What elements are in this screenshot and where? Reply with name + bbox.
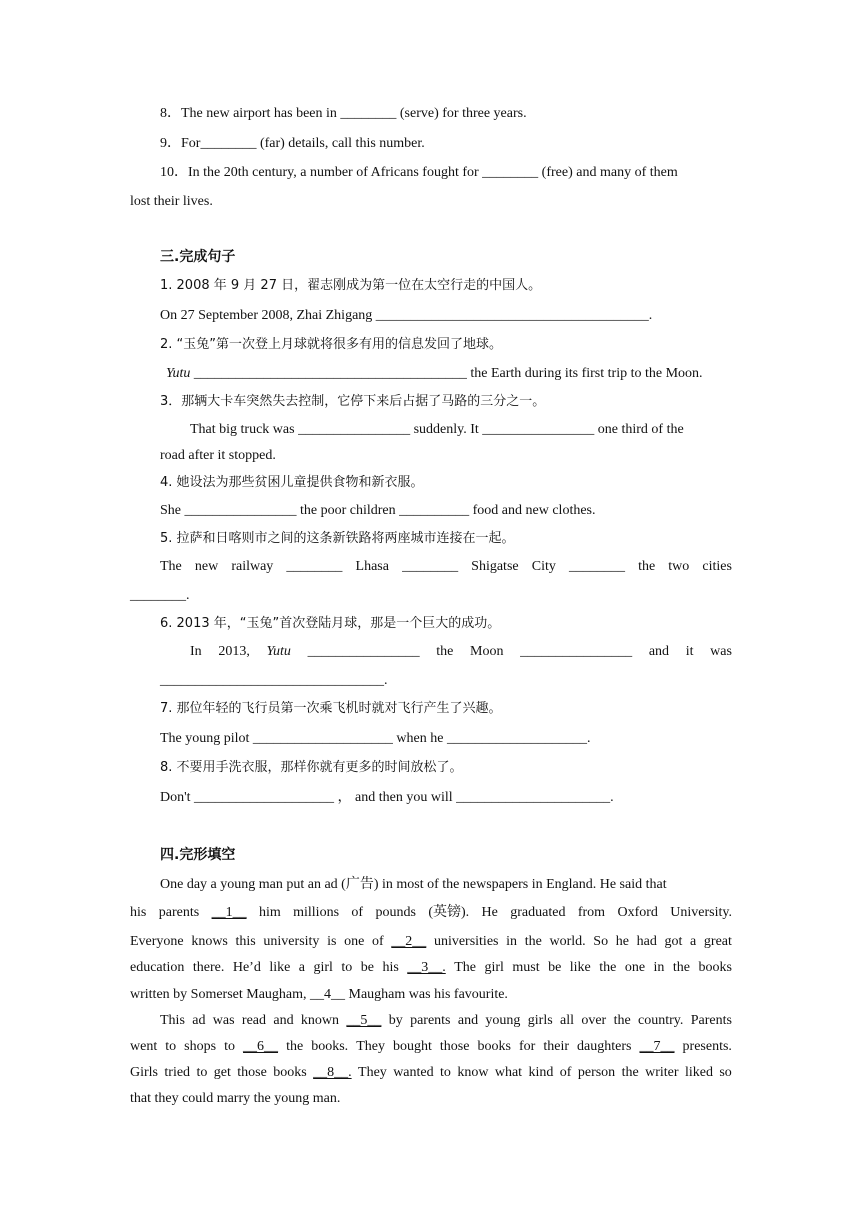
word: in (506, 934, 518, 949)
blank: ________ (568, 559, 625, 574)
sentence-2-chinese: 2. “玉兔”第一次登上月球就将很多有用的信息发回了地球。 (160, 337, 503, 352)
sentence-4-english: She ________________ the poor children __________ food and new clothes. (160, 503, 596, 518)
cloze-p1-line1: One day a young man put an ad (广告) in most of the newspapers in England. He said that (160, 877, 667, 892)
question-9: 9．For________ (far) details, call this number. (160, 136, 425, 151)
word: liked (684, 1065, 713, 1080)
word: The (454, 960, 476, 975)
word: and (457, 1013, 479, 1028)
word: country. (638, 1013, 684, 1028)
word: pounds (375, 905, 416, 920)
sentence-2-english-text: _______________________________________ the Earth during its first trip to the Moon. (190, 366, 703, 381)
word: Oxford (617, 905, 658, 920)
sentence-7-chinese: 7. 那位年轻的飞行员第一次乘飞机时就对飞行产生了兴趣。 (160, 701, 502, 716)
cloze-blank-5: __5__ (346, 1013, 382, 1028)
word: education (130, 960, 185, 975)
word: be (360, 960, 374, 975)
word: the (672, 960, 690, 975)
word: got (664, 934, 683, 949)
word: like (269, 960, 291, 975)
word: known (300, 1013, 340, 1028)
question-10-line1: 10．In the 20th century, a number of Africans fought for ________ (free) and many of them (160, 165, 678, 180)
word: to (196, 1065, 208, 1080)
word: there. (192, 960, 225, 975)
sentence-1-english: On 27 September 2008, Zhai Zhigang _______________________________________. (160, 308, 653, 323)
word: went (130, 1039, 158, 1054)
word: daughters (577, 1039, 632, 1054)
word: is (327, 934, 337, 949)
question-8: 8．The new airport has been in ________ (serve) for three years. (160, 106, 527, 121)
word: So (593, 934, 609, 949)
cloze-blank-1: __1__ (211, 905, 247, 920)
word: railway (231, 559, 274, 574)
word: Lhasa (355, 559, 389, 574)
word: In (190, 644, 202, 659)
blank: ________ (286, 559, 343, 574)
cloze-blank-2: __2__ (391, 934, 427, 949)
word: He (481, 905, 498, 920)
word: He’d (232, 960, 261, 975)
sentence-5-chinese: 5. 拉萨和日喀则市之间的这条新铁路将两座城市连接在一起。 (160, 531, 515, 546)
word: a (298, 960, 305, 975)
word: great (703, 934, 732, 949)
word: like (569, 960, 591, 975)
cloze-blank-6: __6__ (243, 1039, 279, 1054)
blank: ________ (402, 559, 459, 574)
word: and (273, 1013, 294, 1028)
word: the (524, 934, 542, 949)
word: the (599, 960, 617, 975)
word: girl (484, 960, 504, 975)
sentence-6-english-line1 (190, 643, 732, 661)
word: new (194, 559, 219, 574)
cloze-blank-3: __3__. (407, 960, 446, 975)
word: two (668, 559, 690, 574)
word: writer (645, 1065, 679, 1080)
cloze-p1-line4 (130, 959, 732, 977)
sentence-3-english-line1: That big truck was ________________ suddenly. It ________________ one third of the (190, 422, 684, 437)
word: person (577, 1065, 616, 1080)
sentence-2-english (166, 365, 703, 383)
word: was (710, 644, 732, 659)
word: what (494, 1065, 523, 1080)
sentence-5-english-line1 (160, 558, 732, 576)
word: him (258, 905, 281, 920)
word: of (371, 934, 384, 949)
cloze-p2-line1 (160, 1012, 732, 1030)
sentence-6-english-line2: ________________________________. (160, 673, 388, 688)
word: know (457, 1065, 489, 1080)
word: one (344, 934, 365, 949)
word: young (485, 1013, 521, 1028)
sentence-8-chinese: 8. 不要用手洗衣服，那样你就有更多的时间放松了。 (160, 760, 463, 775)
question-10-line2: lost their lives. (130, 194, 213, 209)
word: (英镑). (428, 905, 470, 920)
word: to (341, 960, 353, 975)
sentence-3-english-line2: road after it stopped. (160, 448, 276, 463)
word: 2013, (218, 644, 250, 659)
word: Girls (130, 1065, 158, 1080)
blank: ________________ (307, 644, 420, 659)
word: cities (702, 559, 732, 574)
word: of (559, 1065, 572, 1080)
word: the (286, 1039, 304, 1054)
word: tried (164, 1065, 191, 1080)
word: The (160, 559, 182, 574)
word: must (512, 960, 540, 975)
word: ad (192, 1013, 206, 1028)
word: it (685, 644, 694, 659)
word: the (613, 1013, 631, 1028)
word: books (477, 1039, 511, 1054)
word: to (165, 1039, 177, 1054)
word: those (439, 1039, 470, 1054)
word: this (235, 934, 256, 949)
cloze-p2-line3 (130, 1064, 732, 1082)
cloze-p1-line2 (130, 904, 732, 922)
sentence-5-english-line2: ________. (130, 588, 190, 603)
word: by (388, 1013, 403, 1028)
word: girls (527, 1013, 553, 1028)
word: millions (293, 905, 340, 920)
cloze-p2-line4: that they could marry the young man. (130, 1091, 341, 1106)
sentence-1-chinese: 1. 2008 年 9 月 27 日，翟志刚成为第一位在太空行走的中国人。 (160, 278, 542, 293)
sentence-7-english: The young pilot ____________________ when he ____________________. (160, 731, 591, 746)
word: books. (311, 1039, 349, 1054)
word: one (624, 960, 646, 975)
word: They (358, 1065, 387, 1080)
word: all (560, 1013, 574, 1028)
word: wanted (393, 1065, 434, 1080)
word: and (648, 644, 670, 659)
word: books (273, 1065, 307, 1080)
word: university (263, 934, 320, 949)
word: Moon (470, 644, 504, 659)
word: Everyone (130, 934, 184, 949)
sentence-3-chinese: 3．那辆大卡车突然失去控制，它停下来后占据了马路的三分之一。 (160, 394, 546, 409)
word: be (548, 960, 562, 975)
word: to (224, 1039, 235, 1054)
yutu-name: Yutu (166, 366, 191, 381)
cloze-blank-8: __8__. (313, 1065, 352, 1080)
word: over (581, 1013, 607, 1028)
word: those (237, 1065, 267, 1080)
word: get (213, 1065, 231, 1080)
word: kind (528, 1065, 554, 1080)
word: the (436, 644, 454, 659)
word: graduated (510, 905, 566, 920)
word: he (615, 934, 629, 949)
word: University. (670, 905, 732, 920)
word: to (440, 1065, 451, 1080)
word: the (621, 1065, 639, 1080)
word: This (160, 1013, 185, 1028)
word: from (577, 905, 606, 920)
cloze-p1-line5: written by Somerset Maugham, __4__ Maugham was his favourite. (130, 987, 508, 1002)
word: was (212, 1013, 235, 1028)
word: They (356, 1039, 385, 1054)
sentence-6-chinese: 6. 2013 年，“玉兔”首次登陆月球，那是一个巨大的成功。 (160, 616, 501, 631)
word: Shigatse (471, 559, 519, 574)
cloze-blank-7: __7__ (639, 1039, 675, 1054)
word: universities (433, 934, 499, 949)
cloze-p1-line3 (130, 933, 732, 951)
word: for (518, 1039, 536, 1054)
word: girl (313, 960, 333, 975)
cloze-p2-line2 (130, 1038, 732, 1056)
word: the (638, 559, 656, 574)
section-heading-cloze: 四.完形填空 (160, 847, 236, 863)
word: his (382, 960, 399, 975)
word: shops (184, 1039, 217, 1054)
sentence-8-english: Don't ____________________ ， and then you will ______________________. (160, 790, 614, 805)
word: presents. (682, 1039, 732, 1054)
word: read (241, 1013, 267, 1028)
word: their (543, 1039, 569, 1054)
word: his (130, 905, 147, 920)
section-heading-complete-sentences: 三.完成句子 (160, 249, 236, 265)
yutu-name: Yutu (266, 644, 291, 659)
word: so (719, 1065, 732, 1080)
word: of (351, 905, 364, 920)
word: Parents (690, 1013, 732, 1028)
word: parents (410, 1013, 451, 1028)
word: knows (191, 934, 228, 949)
word: books (698, 960, 732, 975)
word: bought (392, 1039, 432, 1054)
word: had (636, 934, 657, 949)
word: a (690, 934, 697, 949)
sentence-4-chinese: 4. 她设法为那些贫困儿童提供食物和新衣服。 (160, 475, 424, 490)
blank: ________________ (520, 644, 633, 659)
word: City (531, 559, 556, 574)
word: world. (549, 934, 586, 949)
word: parents (158, 905, 200, 920)
word: in (653, 960, 665, 975)
